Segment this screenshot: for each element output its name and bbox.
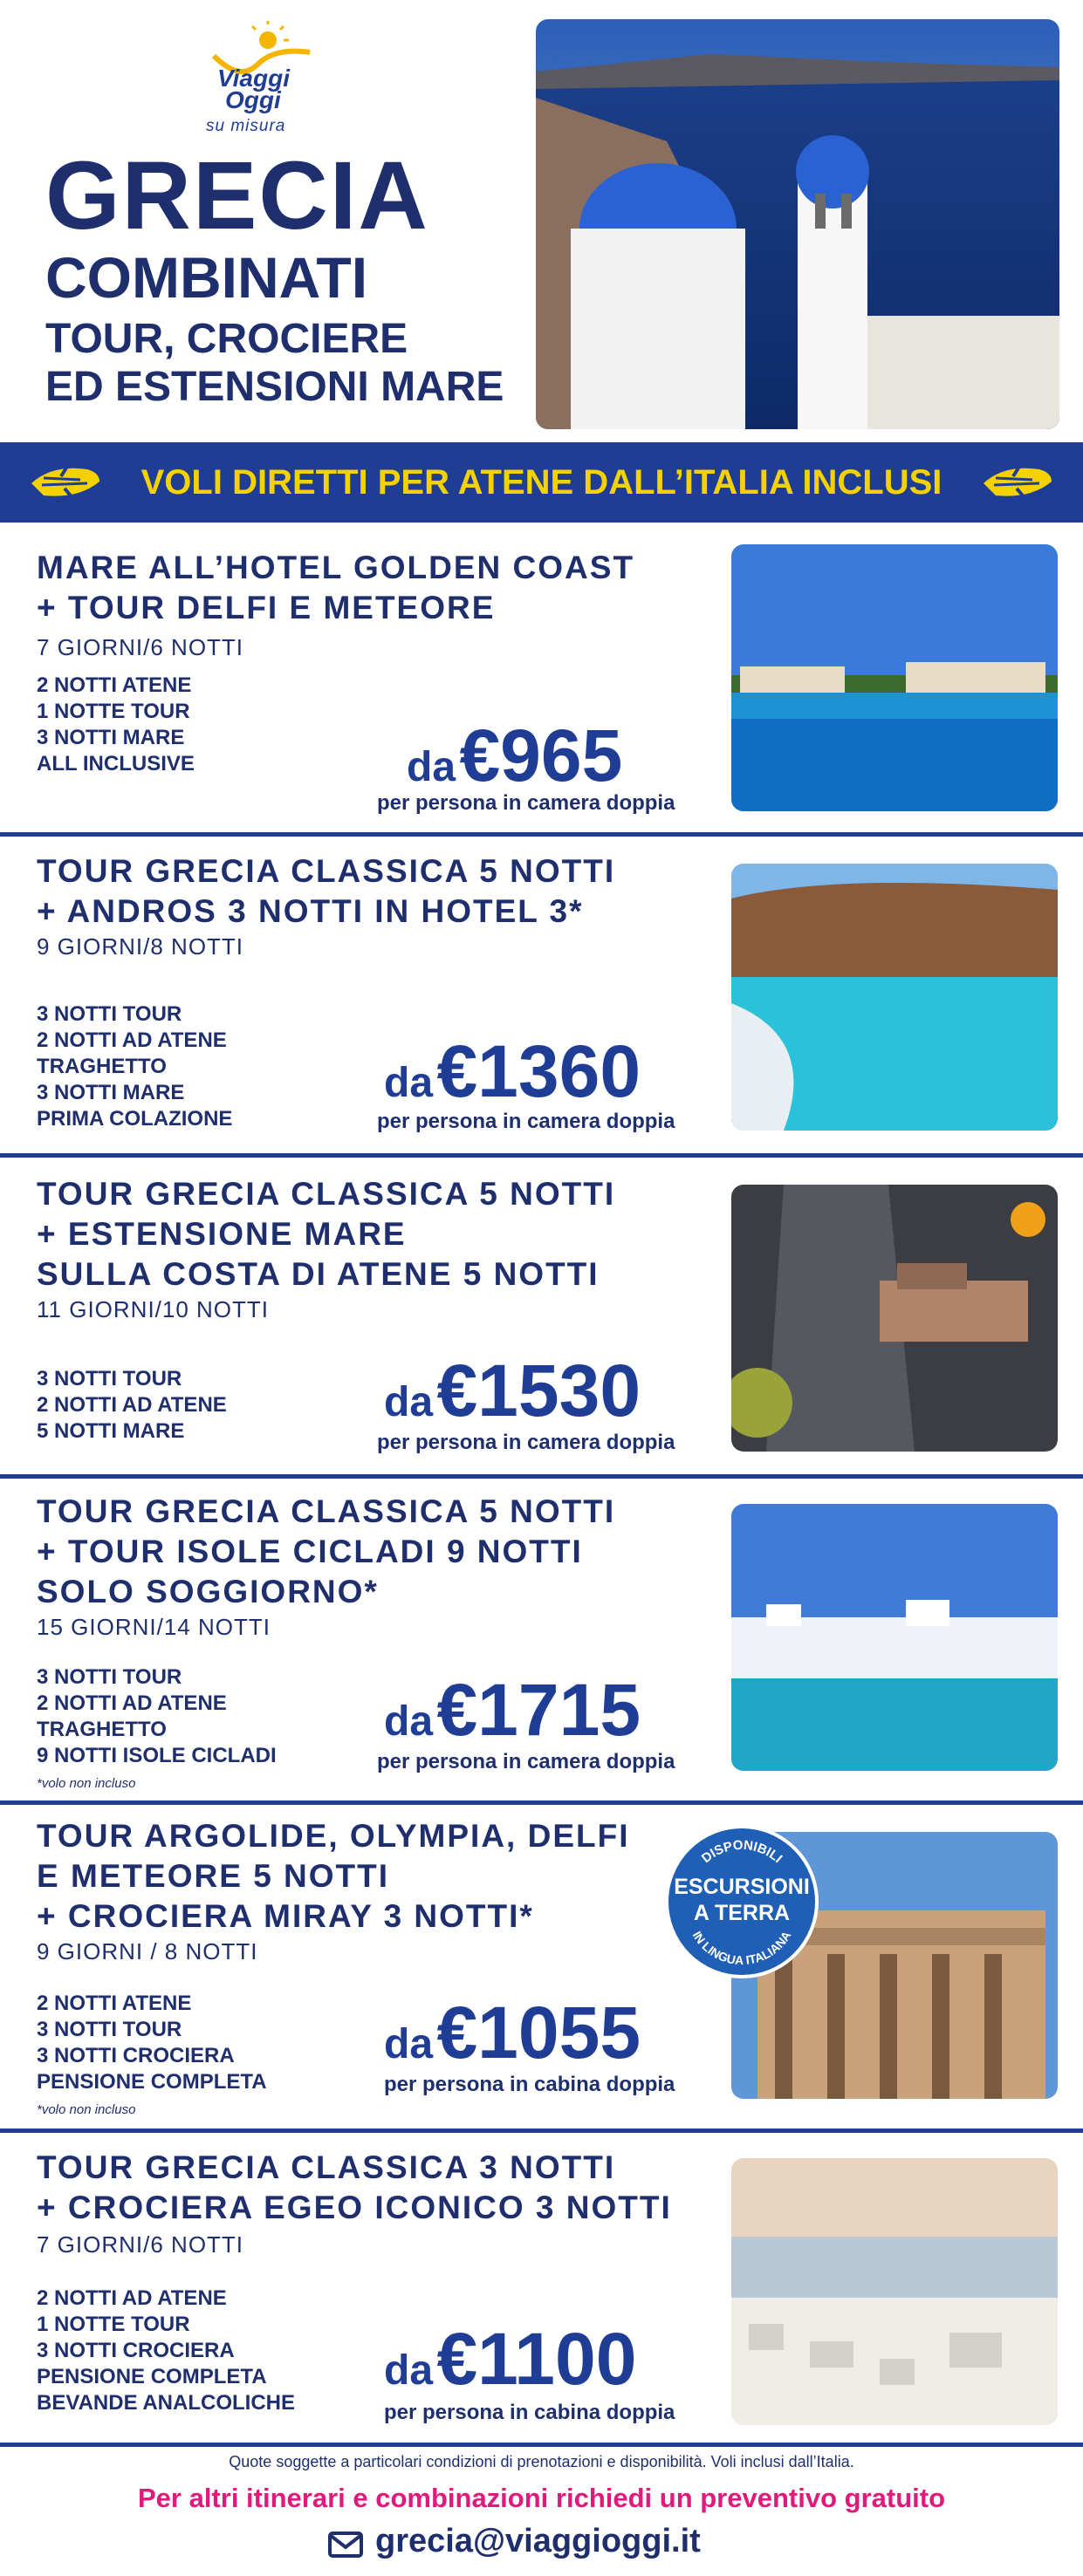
offer-title-line: MARE ALL’HOTEL GOLDEN COAST — [37, 550, 635, 585]
offer-price: €965 — [459, 714, 623, 796]
include-item: PENSIONE COMPLETA — [37, 2365, 267, 2388]
logo-wordmark-line1: Viaggi — [217, 65, 290, 92]
include-item: 3 NOTTI TOUR — [37, 2018, 182, 2041]
flights-banner-text: VOLI DIRETTI PER ATENE DALL’ITALIA INCLUSI — [141, 463, 942, 502]
offer-title-line: SULLA COSTA DI ATENE 5 NOTTI — [37, 1256, 600, 1292]
include-item: 2 NOTTI AD ATENE — [37, 2286, 227, 2310]
section-divider — [0, 1153, 1083, 1158]
offer-price: €1100 — [436, 2318, 637, 2400]
offer-includes — [37, 1366, 227, 1445]
badge-main-text — [665, 1874, 819, 1926]
logo-wordmark-line2: Oggi — [225, 86, 281, 113]
section-divider — [0, 832, 1083, 837]
price-basis: per persona in camera doppia — [377, 1750, 675, 1773]
price-prefix: da — [384, 1060, 434, 1106]
include-item: 2 NOTTI AD ATENE — [37, 1028, 227, 1052]
offer-price-block — [407, 714, 622, 798]
offer-title — [37, 1174, 615, 1295]
offer-title — [37, 1816, 630, 1937]
section-divider — [0, 1474, 1083, 1479]
section-divider — [0, 2443, 1083, 2447]
price-basis: per persona in camera doppia — [377, 1110, 675, 1133]
include-item: 3 NOTTI TOUR — [37, 1002, 182, 1026]
offer-includes — [37, 1001, 232, 1132]
page-subtitle-line3: ED ESTENSIONI MARE — [45, 364, 504, 410]
offer-duration: 7 GIORNI/6 NOTTI — [37, 634, 244, 660]
offer-price-block — [384, 2317, 636, 2402]
offer-title-line: TOUR ARGOLIDE, OLYMPIA, DELFI — [37, 1818, 630, 1854]
offer-title-line: TOUR GRECIA CLASSICA 5 NOTTI — [37, 1493, 616, 1529]
offer-price: €1360 — [436, 1030, 641, 1112]
offer-title-line: + ESTENSIONE MARE — [37, 1216, 407, 1252]
include-item: 3 NOTTI MARE — [37, 1081, 185, 1104]
offer-duration: 9 GIORNI/8 NOTTI — [37, 933, 244, 960]
section-divider — [0, 1800, 1083, 1805]
include-item: ALL INCLUSIVE — [37, 752, 195, 776]
include-item: 2 NOTTI AD ATENE — [37, 1691, 227, 1715]
include-item: 5 NOTTI MARE — [37, 1419, 185, 1443]
badge-top-text: DISPONIBILI — [698, 1837, 785, 1867]
offer-duration: 11 GIORNI/10 NOTTI — [37, 1296, 270, 1322]
price-basis: per persona in camera doppia — [377, 791, 675, 815]
page-subtitle-line2: TOUR, CROCIERE — [45, 316, 408, 362]
include-item: 1 NOTTE TOUR — [37, 700, 190, 723]
plane-icon — [978, 457, 1057, 508]
offer-title-line: SOLO SOGGIORNO* — [37, 1574, 379, 1609]
footer-disclaimer: Quote soggette a particolari condizioni di prenotazioni e disponibilità. Voli inclusi dall’Italia. — [229, 2453, 854, 2470]
include-item: 9 NOTTI ISOLE CICLADI — [37, 1744, 277, 1767]
logo-tagline: su misura — [206, 117, 286, 135]
price-basis: per persona in cabina doppia — [384, 2401, 675, 2424]
page-subtitle: COMBINATI — [45, 245, 368, 310]
price-prefix: da — [407, 744, 456, 790]
include-item: TRAGHETTO — [37, 1055, 167, 1078]
offer-price-block — [384, 1349, 641, 1433]
footer-cta: Per altri itinerari e combinazioni richiedi un preventivo gratuito — [137, 2483, 946, 2513]
offer-price-block — [384, 1029, 641, 1114]
include-item: 2 NOTTI AD ATENE — [37, 1393, 227, 1417]
beach-image — [731, 864, 1058, 1131]
offer-includes — [37, 1991, 267, 2095]
svg-text:IN LINGUA ITALIANA — [690, 1929, 794, 1967]
offer-title — [37, 2148, 672, 2228]
offer-includes — [37, 2286, 295, 2416]
hero-santorini-image — [536, 19, 1059, 429]
offer-duration: 15 GIORNI/14 NOTTI — [37, 1614, 271, 1640]
offer-title-line: + TOUR ISOLE CICLADI 9 NOTTI — [37, 1534, 583, 1569]
meteora-image — [731, 1185, 1058, 1452]
offer-duration: 9 GIORNI / 8 NOTTI — [37, 1938, 258, 1964]
mail-icon — [328, 2532, 363, 2558]
offer-title-line: + CROCIERA EGEO ICONICO 3 NOTTI — [37, 2190, 672, 2225]
hotel-pool-image — [731, 544, 1058, 811]
offer-duration: 7 GIORNI/6 NOTTI — [37, 2231, 244, 2258]
include-item: 3 NOTTI CROCIERA — [37, 2339, 235, 2362]
offer-price-block — [384, 1991, 641, 2075]
offer-title — [37, 1492, 615, 1612]
offer-price: €1055 — [436, 1992, 641, 2074]
page-title: GRECIA — [45, 142, 429, 249]
include-item: TRAGHETTO — [37, 1718, 167, 1741]
offer-title-line: TOUR GRECIA CLASSICA 3 NOTTI — [37, 2149, 616, 2185]
offer-title-line: + ANDROS 3 NOTTI IN HOTEL 3* — [37, 893, 584, 929]
include-item: 2 NOTTI ATENE — [37, 1992, 192, 2015]
footnote: *volo non incluso — [37, 2102, 136, 2117]
price-prefix: da — [384, 1698, 434, 1745]
offer-title — [37, 548, 634, 628]
offer-price-block — [384, 1668, 641, 1753]
offer-title — [37, 851, 615, 932]
include-item: PRIMA COLAZIONE — [37, 1107, 233, 1131]
price-prefix: da — [384, 2021, 434, 2067]
offer-price: €1715 — [436, 1669, 641, 1751]
offer-title-line: + CROCIERA MIRAY 3 NOTTI* — [37, 1898, 534, 1934]
badge-bottom-text: IN LINGUA ITALIANA — [689, 1928, 794, 1968]
offer-title-line: TOUR GRECIA CLASSICA 5 NOTTI — [37, 853, 616, 889]
contact-email-link[interactable]: grecia@viaggioggi.it — [375, 2523, 701, 2559]
include-item: 3 NOTTI CROCIERA — [37, 2044, 235, 2067]
price-prefix: da — [384, 2347, 434, 2394]
mykonos-town-image — [731, 2158, 1058, 2425]
badge-main-line: A TERRA — [693, 1901, 791, 1925]
offer-title-line: TOUR GRECIA CLASSICA 5 NOTTI — [37, 1176, 616, 1212]
include-item: 2 NOTTI ATENE — [37, 673, 192, 697]
include-item: 3 NOTTI TOUR — [37, 1665, 182, 1689]
include-item: BEVANDE ANALCOLICHE — [37, 2391, 296, 2415]
offer-includes — [37, 1664, 277, 1769]
include-item: 3 NOTTI MARE — [37, 726, 185, 749]
badge-main-line: ESCURSIONI — [674, 1875, 810, 1899]
include-item: 3 NOTTI TOUR — [37, 1367, 182, 1390]
price-prefix: da — [384, 1379, 434, 1425]
price-basis: per persona in cabina doppia — [384, 2073, 675, 2096]
cyclades-village-image — [731, 1504, 1058, 1771]
offer-title-line: E METEORE 5 NOTTI — [37, 1858, 390, 1894]
footnote: *volo non incluso — [37, 1776, 136, 1791]
section-divider — [0, 2128, 1083, 2133]
offer-title-line: + TOUR DELFI E METEORE — [37, 590, 496, 625]
svg-text:DISPONIBILI — [699, 1838, 785, 1866]
offer-price: €1530 — [436, 1349, 641, 1431]
price-basis: per persona in camera doppia — [377, 1431, 675, 1454]
include-item: 1 NOTTE TOUR — [37, 2313, 190, 2336]
offer-includes — [37, 673, 195, 777]
include-item: PENSIONE COMPLETA — [37, 2070, 267, 2094]
